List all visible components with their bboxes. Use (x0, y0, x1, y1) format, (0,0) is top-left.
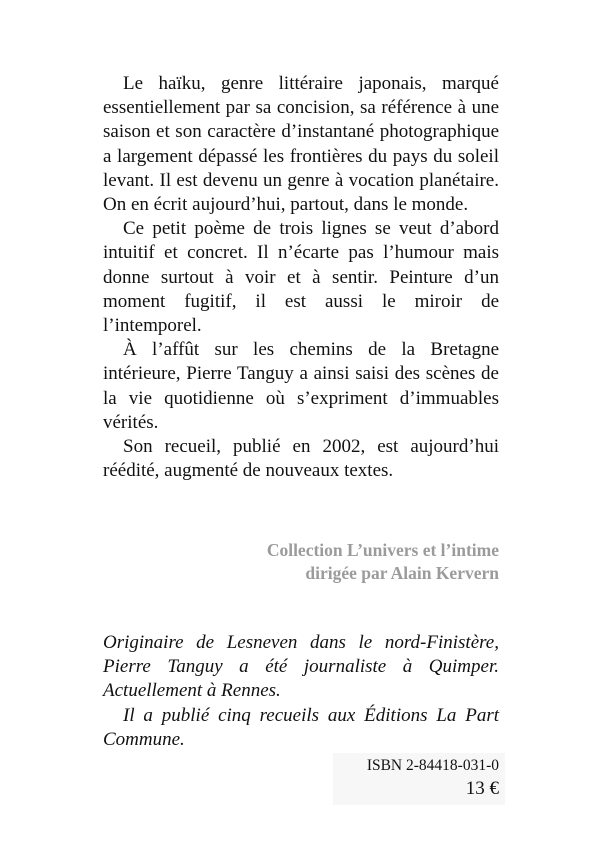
bio-paragraph: Originaire de Lesneven dans le nord-Finistère, Pierre Tanguy a été journaliste à Quimper. Actuellement à Rennes. (103, 632, 499, 702)
summary-text (103, 72, 499, 483)
collection-editor: dirigée par Alain Kervern (305, 563, 499, 583)
collection-name: Collection L’univers et l’intime (266, 540, 499, 560)
price-label: 13 € (465, 778, 499, 799)
summary-paragraph: Ce petit poème de trois lignes se veut d’abord intuitif et concret. Il n’écarte pas l’humour mais donne surtout à voir et à sentir. Peinture d’un moment fugitif, il est aussi le miroir de l’intemporel. (103, 218, 499, 337)
bio-paragraph: Il a publié cinq recueils aux Éditions La Part Commune. (103, 704, 499, 750)
summary-paragraph: À l’affût sur les chemins de la Bretagne intérieure, Pierre Tanguy a ainsi saisi des scènes de la vie quotidienne où s’expriment d’immuables vérités. (103, 339, 499, 433)
summary-paragraph: Le haïku, genre littéraire japonais, marqué essentiellement par sa concision, sa référence à une saison et son caractère d’instantané photographique a largement dépassé les frontières du pays du soleil levant. Il est devenu un genre à vocation planétaire. On en écrit aujourd’hui, partout, dans le monde. (103, 73, 499, 216)
isbn-number: ISBN 2-84418-031-0 (366, 757, 499, 774)
collection-credit (103, 539, 499, 585)
summary-paragraph: Son recueil, publié en 2002, est aujourd’hui réédité, augmenté de nouveaux textes. (103, 436, 499, 482)
price-block (333, 753, 505, 805)
author-bio (103, 631, 499, 752)
